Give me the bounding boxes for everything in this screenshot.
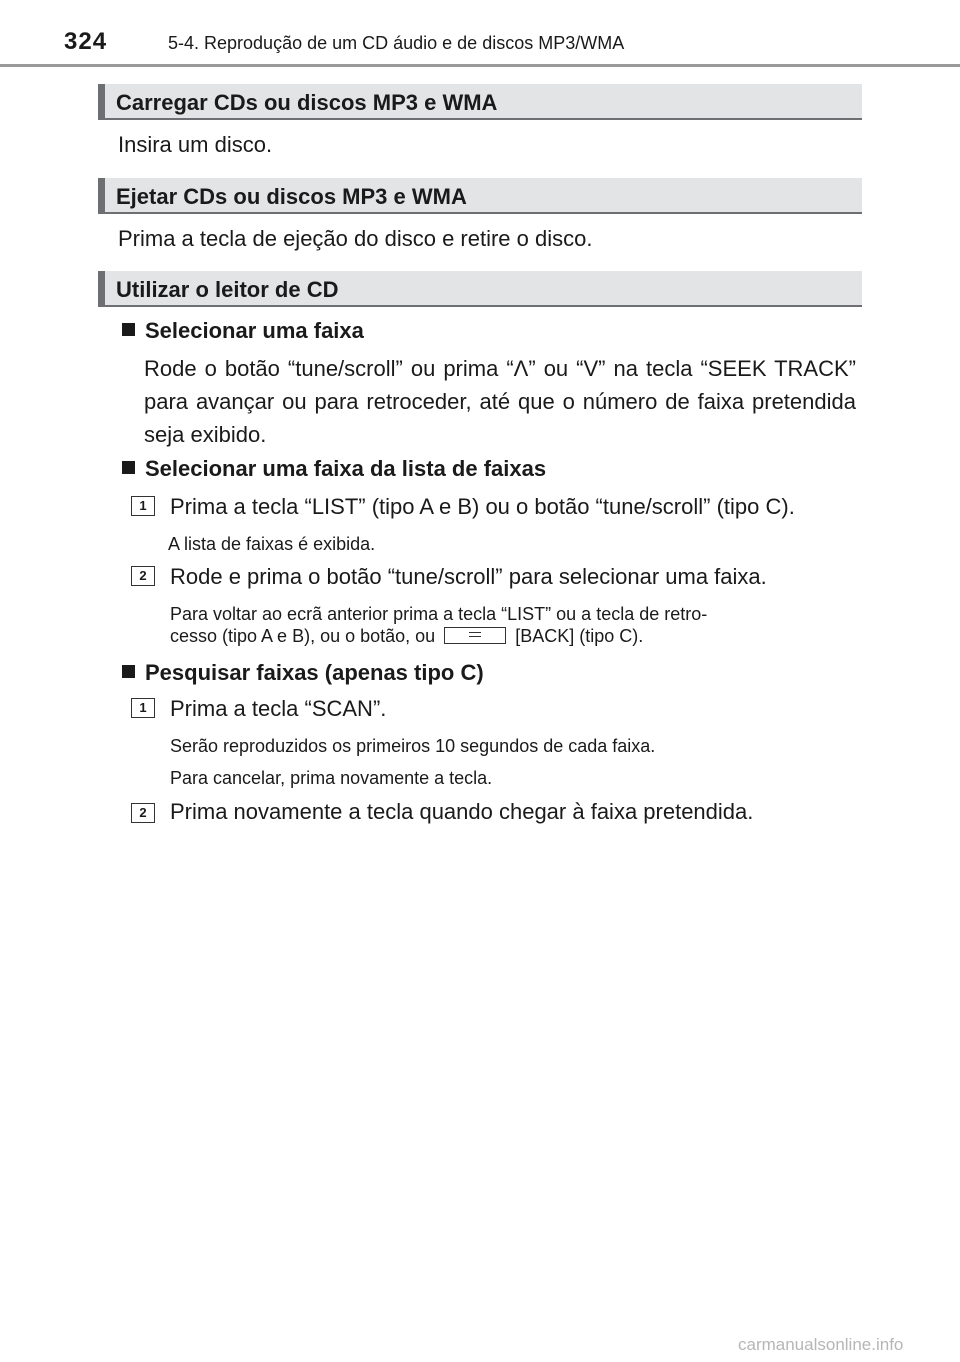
step-number-badge: 2 (131, 566, 155, 586)
scan-step-1-note-2: Para cancelar, prima novamente a tecla. (170, 768, 493, 788)
header-divider (0, 64, 960, 67)
page-header (0, 0, 960, 70)
subheading-track-list (122, 456, 546, 482)
section-title-load: Carregar CDs ou discos MP3 e WMA (116, 90, 498, 115)
scan-step-1-note-1: Serão reproduzidos os primeiros 10 segundos de cada faixa. (170, 736, 656, 756)
track-list-step-1-note: A lista de faixas é exibida. (168, 534, 376, 554)
track-list-step-1: Prima a tecla “LIST” (tipo A e B) ou o botão “tune/scroll” (tipo C). (170, 494, 795, 519)
note-line-1: Para voltar ao ecrã anterior prima a tecla “LIST” ou a tecla de retro- (170, 604, 708, 624)
section-heading-load (98, 84, 862, 120)
track-list-step-2: Rode e prima o botão “tune/scroll” para selecionar uma faixa. (170, 564, 767, 589)
subheading-scan-label: Pesquisar faixas (apenas tipo C) (145, 660, 484, 685)
subheading-track-list-label: Selecionar uma faixa da lista de faixas (145, 456, 547, 481)
section-heading-player (98, 271, 862, 307)
scan-step-2: Prima novamente a tecla quando chegar à faixa pretendida. (170, 799, 754, 824)
select-track-text: Rode o botão “tune/scroll” ou prima “Λ” ou “V” na tecla “SEEK TRACK” para avançar ou para retroceder, até que o número de faixa pretendida seja exibido. (144, 356, 856, 447)
section-title-eject: Ejetar CDs ou discos MP3 e WMA (116, 184, 467, 209)
step-number-badge: 1 (131, 698, 155, 718)
note-line-2-end: [BACK] (tipo C). (515, 626, 644, 646)
subheading-select-track (122, 318, 364, 344)
subheading-scan (122, 660, 484, 686)
section-title-player: Utilizar o leitor de CD (116, 277, 339, 302)
track-list-step-2-note (170, 603, 856, 647)
load-instruction: Insira um disco. (118, 132, 273, 157)
page-number: 324 (64, 28, 108, 55)
step-number-badge: 2 (131, 803, 155, 823)
square-bullet-icon (122, 461, 135, 474)
note-line-2-start: cesso (tipo A e B), ou o botão, ou (170, 626, 436, 646)
square-bullet-icon (122, 323, 135, 336)
square-bullet-icon (122, 665, 135, 678)
back-key-icon (444, 627, 506, 644)
step-number-badge: 1 (131, 496, 155, 516)
eject-instruction: Prima a tecla de ejeção do disco e retire o disco. (118, 226, 593, 251)
watermark: carmanualsonline.info (738, 1335, 904, 1354)
subheading-select-track-label: Selecionar uma faixa (145, 318, 364, 343)
section-heading-eject (98, 178, 862, 214)
chapter-title: 5-4. Reprodução de um CD áudio e de discos MP3/WMA (168, 33, 625, 53)
scan-step-1: Prima a tecla “SCAN”. (170, 696, 387, 721)
